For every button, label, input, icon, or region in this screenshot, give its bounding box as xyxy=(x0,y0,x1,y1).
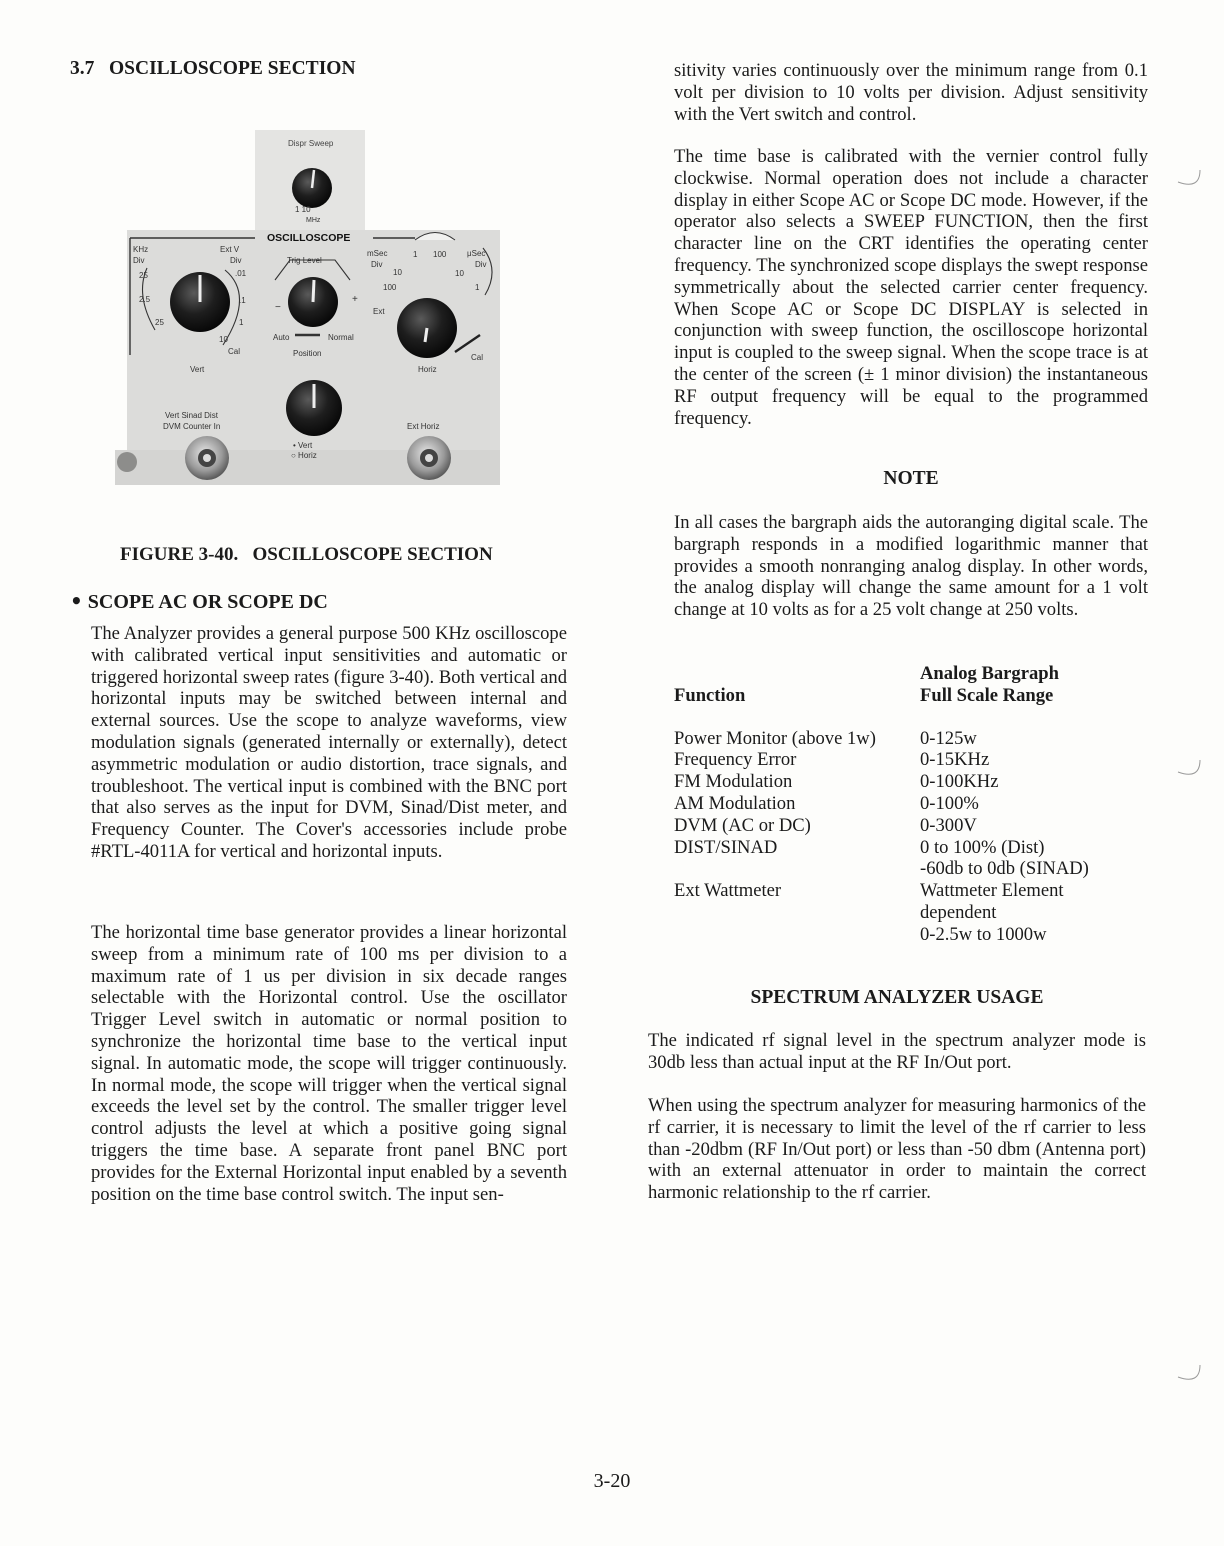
msec-label: mSec xyxy=(367,249,388,258)
function-cell: Power Monitor (above 1w) xyxy=(674,727,876,749)
figure-caption: FIGURE 3-40. OSCILLOSCOPE SECTION xyxy=(120,544,493,565)
vert-scale-.1: .1 xyxy=(239,296,246,305)
table-row xyxy=(674,728,1089,750)
range-cell: 0-125w xyxy=(920,727,977,749)
range-cell: 0-100% xyxy=(920,792,979,814)
vert-label: Vert xyxy=(190,365,205,374)
horiz-scale-100: 100 xyxy=(433,250,447,259)
bullet-icon: • xyxy=(70,589,83,613)
section-number: 3.7 xyxy=(70,58,95,79)
spectrum-paragraph-1: The indicated rf signal level in the spectrum analyzer mode is 30db less than actual input at the RF In/Out port. xyxy=(648,1030,1146,1073)
range-cell xyxy=(920,880,1089,945)
subheading-scope-ac-dc xyxy=(70,589,328,614)
horiz-scale-10b: 10 xyxy=(455,269,464,278)
div-v-label: Div xyxy=(230,256,242,265)
panel-drawing xyxy=(115,130,500,485)
bargraph-range-table xyxy=(674,663,1089,946)
binder-marks xyxy=(1170,140,1220,1400)
div-label-left: Div xyxy=(133,256,145,265)
note-paragraph: In all cases the bargraph aids the autoranging digital scale. The bargraph responds in a modified logarithmic manner that provides a smooth nonranging analog display. In other words, the analog display will change the same amount for a 1 volt change at 10 volts as for a 25 volt change at 250 volts. xyxy=(674,512,1148,621)
trig-level-label: Trig Level xyxy=(287,256,322,265)
panel-screw xyxy=(117,452,137,472)
auto-label: Auto xyxy=(273,333,290,342)
table-row xyxy=(674,793,1089,815)
trig-plus: + xyxy=(352,294,358,305)
range-line: dependent xyxy=(920,901,997,923)
usec-label: μSec xyxy=(467,249,486,258)
table-header-row-2 xyxy=(674,685,1089,707)
range-line: 0 to 100% (Dist) xyxy=(920,836,1045,858)
trig-minus: − xyxy=(275,302,281,313)
khz-label: KHz xyxy=(133,245,149,254)
horiz-scale-100b: 100 xyxy=(383,283,397,292)
table-row xyxy=(674,837,1089,881)
note-heading: NOTE xyxy=(883,468,939,489)
spectrum-paragraph-2: When using the spectrum analyzer for measuring harmonics of the rf carrier, it is necessary to limit the level of the rf carrier to less than -20dbm (RF In/Out port) or less than -50 dbm (Antenna port) with an external attenuator in order to maintain the correct harmonic relationship to the rf carrier. xyxy=(648,1095,1146,1204)
section-heading xyxy=(70,58,356,80)
function-cell: FM Modulation xyxy=(674,771,793,793)
dispr-scale: 1 10 xyxy=(295,205,311,214)
sel-horiz-label: ○ Horiz xyxy=(291,451,317,460)
section-title: OSCILLOSCOPE SECTION xyxy=(109,58,356,79)
table-header-row-1 xyxy=(674,663,1089,685)
vert-scale-2-5: 2.5 xyxy=(139,295,151,304)
vert-scale-25b: 25 xyxy=(155,318,164,327)
div-h-label: Div xyxy=(371,260,383,269)
sel-vert-label: • Vert xyxy=(293,441,313,450)
horiz-scale-10a: 10 xyxy=(393,268,402,277)
mhz-label: MHz xyxy=(306,217,321,224)
dispr-sweep-label: Dispr Sweep xyxy=(288,139,334,148)
vert-scale-1: 1 xyxy=(239,318,244,327)
range-cell: 0-300V xyxy=(920,814,977,836)
left-paragraph-2: The horizontal time base generator provides a linear horizontal sweep from a minimum rate of 100 ms per division to a maximum rate of 1 us per division in six decade ranges selectable with the Horizontal control. Use the oscillator Trigger Level switch in automatic or normal position to synchronize the horizontal time base to the vertical input signal. In automatic mode, the scope will trigger continuously. In normal mode, the scope will trigger when the vertical signal exceeds the level set by the control. The smaller trigger level control adjusts the level at which a positive going signal triggers the time base. A separate front panel BNC port provides for the External Horizontal input enabled by a seventh position on the time base control switch. The input sen- xyxy=(91,922,567,1205)
ext-label: Ext xyxy=(373,307,385,316)
function-cell: DIST/SINAD xyxy=(674,836,778,858)
cal-right-label: Cal xyxy=(471,353,484,362)
header-full-scale-range: Full Scale Range xyxy=(920,684,1054,706)
range-line: -60db to 0db (SINAD) xyxy=(920,858,1089,880)
range-line: 0-2.5w to 1000w xyxy=(920,923,1047,945)
function-cell: Ext Wattmeter xyxy=(674,880,782,902)
oscilloscope-panel-figure xyxy=(115,130,500,485)
function-cell: AM Modulation xyxy=(674,792,796,814)
subheading-text: SCOPE AC OR SCOPE DC xyxy=(87,591,328,613)
oscilloscope-panel-title: OSCILLOSCOPE xyxy=(267,232,351,244)
right-paragraph-2: The time base is calibrated with the vernier control fully clockwise. Normal operation does not include a character display in either Scope AC or Scope DC mode. However, if the operator also selects a SWEEP FUNCTION, then the first character line on the CRT identifies the operating center frequency. The synchronized scope displays the swept response symmetrically about the selected carrier center frequency. When Scope AC or Scope DC DISPLAY is selected in conjunction with sweep function, the oscilloscope horizontal input is coupled to the sweep signal. When the scope trace is at the center of the screen (± 1 minor division) the instantaneous RF output frequency will be equal to the programmed frequency. xyxy=(674,146,1148,429)
horiz-label: Horiz xyxy=(418,365,437,374)
div-us-label: Div xyxy=(475,260,487,269)
dvm-counter-in-label: DVM Counter In xyxy=(163,422,221,431)
table-row xyxy=(674,749,1089,771)
left-paragraph-1: The Analyzer provides a general purpose 500 KHz oscilloscope with calibrated vertical input sensitivities and automatic or triggered horizontal sweep rates (figure 3-40). Both vertical and horizontal inputs may be switched between internal and external sources. Use the scope to analyze waveforms, view modulation signals (generated internally or externally), detect asymmetric modulation or audio distortion, trace signals, and troubleshoot. The vertical input is combined with the BNC port that also serves as the input for DVM, Sinad/Dist meter, and Frequency Counter. The Cover's accessories include probe #RTL-4011A for vertical and horizontal inputs. xyxy=(91,623,567,862)
ext-horiz-label: Ext Horiz xyxy=(407,422,440,431)
range-line: Wattmeter Element xyxy=(920,880,1064,902)
spectrum-heading: SPECTRUM ANALYZER USAGE xyxy=(750,987,1044,1008)
function-cell: Frequency Error xyxy=(674,749,797,771)
position-label: Position xyxy=(293,349,322,358)
vert-sinad-dist-label: Vert Sinad Dist xyxy=(165,411,218,420)
table-row xyxy=(674,771,1089,793)
range-cell: 0-100KHz xyxy=(920,771,999,793)
horiz-scale-1: 1 xyxy=(413,250,418,259)
function-cell: DVM (AC or DC) xyxy=(674,814,811,836)
normal-label: Normal xyxy=(328,333,354,342)
range-cell: 0-15KHz xyxy=(920,749,990,771)
header-analog-bargraph: Analog Bargraph xyxy=(920,663,1059,684)
horiz-scale-1b: 1 xyxy=(475,283,480,292)
vert-scale-10: 10 xyxy=(219,335,228,344)
page-number: 3-20 xyxy=(593,1470,631,1492)
table-row xyxy=(674,880,1089,945)
right-paragraph-1: sitivity varies continuously over the minimum range from 0.1 volt per division to 10 volts per division. Adjust sensitivity with the Vert switch and control. xyxy=(674,60,1148,125)
cal-left-label: Cal xyxy=(228,347,241,356)
header-function: Function xyxy=(674,684,746,706)
ext-v-label: Ext V xyxy=(220,245,240,254)
vert-scale-01: .01 xyxy=(235,269,247,278)
range-cell xyxy=(920,837,1089,881)
table-row xyxy=(674,815,1089,837)
vert-scale-25: 25 xyxy=(139,271,148,280)
